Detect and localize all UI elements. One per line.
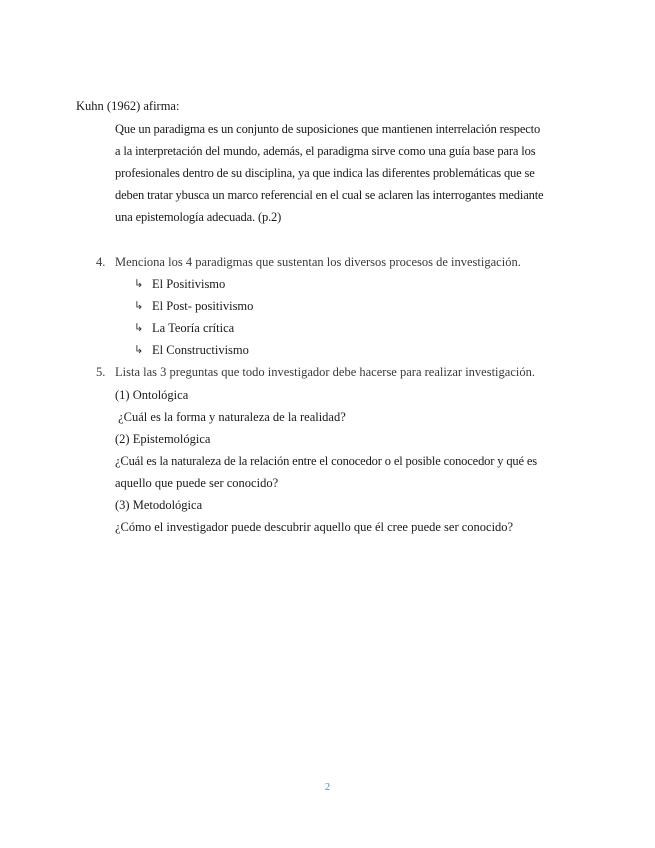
question-4-text: Menciona los 4 paradigmas que sustentan los diversos procesos de investigación. xyxy=(115,255,521,269)
intro-text: Kuhn (1962) afirma: xyxy=(76,99,180,113)
list-item-label: El Positivismo xyxy=(152,277,226,291)
arrow-bullet-icon: ↳ xyxy=(134,299,144,312)
answer-line: (2) Epistemológica xyxy=(115,432,211,446)
quote-line: Que un paradigma es un conjunto de suposiciones que mantienen interrelación respecto xyxy=(115,122,541,136)
quote-line: profesionales dentro de su disciplina, ya que indica las diferentes problemáticas que se xyxy=(115,166,535,180)
list-item xyxy=(134,298,253,314)
answer-line: ¿Cómo el investigador puede descubrir aquello que él cree puede ser conocido? xyxy=(115,520,514,534)
question-5-text: Lista las 3 preguntas que todo investigador debe hacerse para realizar investigación. xyxy=(115,365,535,379)
list-item-label: El Post- positivismo xyxy=(152,299,254,313)
list-item-label: La Teoría crítica xyxy=(152,321,235,335)
arrow-bullet-icon: ↳ xyxy=(134,277,144,290)
quote-line: deben tratar ybusca un marco referencial en el cual se aclaren las interrogantes mediante xyxy=(115,188,544,202)
question-5-number: 5. xyxy=(96,365,106,379)
list-item xyxy=(134,276,225,292)
list-item xyxy=(134,342,249,358)
answer-line: (3) Metodológica xyxy=(115,498,203,512)
list-item-label: El Constructivismo xyxy=(152,343,249,357)
question-4-number: 4. xyxy=(96,255,106,269)
quote-line: a la interpretación del mundo, además, el paradigma sirve como una guía base para los xyxy=(115,144,536,158)
answer-line: aquello que puede ser conocido? xyxy=(115,476,279,490)
list-item xyxy=(134,320,234,336)
quote-line: una epistemología adecuada. (p.2) xyxy=(115,210,282,224)
answer-line: (1) Ontológica xyxy=(115,388,189,402)
arrow-bullet-icon: ↳ xyxy=(134,321,144,334)
answer-line: ¿Cuál es la naturaleza de la relación entre el conocedor o el posible conocedor y qué es xyxy=(115,454,538,468)
page-number: 2 xyxy=(324,782,331,793)
answer-line: ¿Cuál es la forma y naturaleza de la realidad? xyxy=(115,410,346,424)
arrow-bullet-icon: ↳ xyxy=(134,343,144,356)
